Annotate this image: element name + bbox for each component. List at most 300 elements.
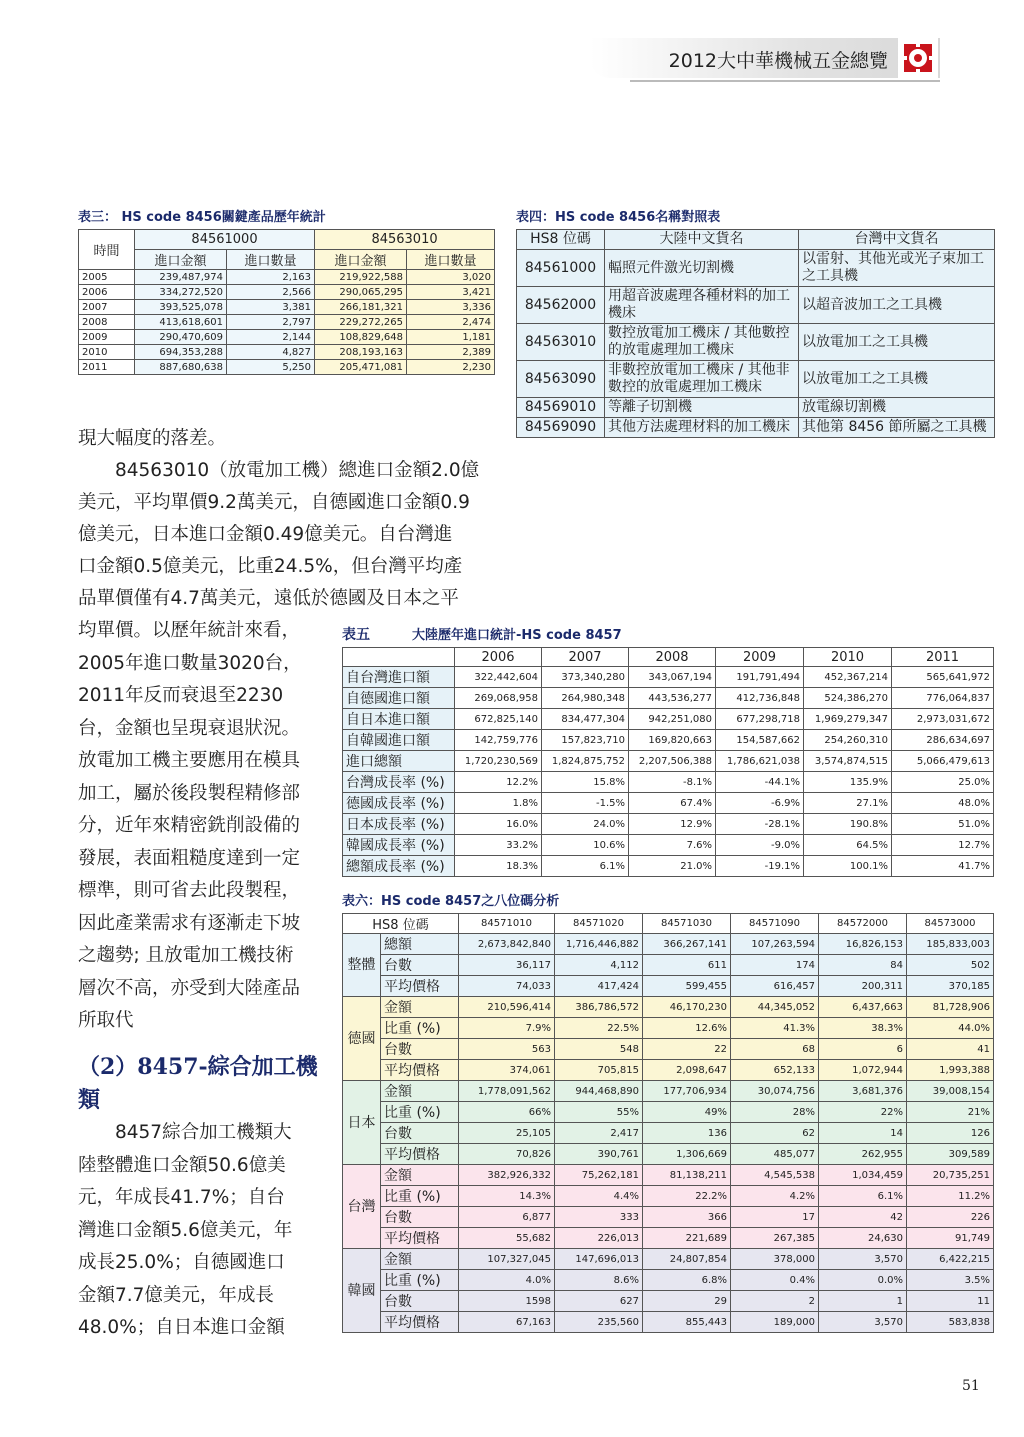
table5-cell: 412,736,848 [716, 688, 804, 709]
table6-cell: 14.3% [459, 1186, 555, 1207]
table6-cell: 3,570 [819, 1249, 907, 1270]
table5-cell: 41.7% [892, 856, 994, 877]
table5-cell: 373,340,280 [542, 667, 629, 688]
table5-cell: 834,477,304 [542, 709, 629, 730]
table6-cell: 0.0% [819, 1270, 907, 1291]
table-row [343, 955, 994, 976]
table6-cell: 67,163 [459, 1312, 555, 1333]
table3-cell: 5,250 [227, 360, 315, 375]
table6-row-label: 金額 [381, 1249, 459, 1270]
table6-cell: 652,133 [731, 1060, 819, 1081]
table4-caption: 表四：HS code 8456名稱對照表 [516, 210, 721, 225]
table6-code: 84571010 [459, 914, 555, 934]
table6-cell: 44,345,052 [731, 997, 819, 1018]
table3-year: 2006 [79, 285, 135, 300]
table5-cell: 12.7% [892, 835, 994, 856]
table6-cell: 74,033 [459, 976, 555, 997]
table6-cell: 62 [731, 1123, 819, 1144]
body-line: 品單價僅有4.7萬美元，遠低於德國及日本之平 [78, 588, 459, 609]
table-row [343, 1144, 994, 1165]
table6-cell: 28% [731, 1102, 819, 1123]
table6-cell: 22.5% [555, 1018, 643, 1039]
table6-cell: 126 [907, 1123, 994, 1144]
table6-cell: 382,926,332 [459, 1165, 555, 1186]
table6-cell: 4.0% [459, 1270, 555, 1291]
table5-row-label: 自韓國進口額 [343, 730, 455, 751]
table-row [343, 1186, 994, 1207]
table6-cell: 374,061 [459, 1060, 555, 1081]
table5-cell: 64.5% [804, 835, 892, 856]
section-heading-cont: 類 [78, 1087, 101, 1113]
table6-row-label: 總額 [381, 934, 459, 955]
table6-cell: 41 [907, 1039, 994, 1060]
table6-group-label: 日本 [343, 1081, 381, 1165]
table6-cell: 1,778,091,562 [459, 1081, 555, 1102]
table6-cell: 25,105 [459, 1123, 555, 1144]
table6-cell: 6.1% [819, 1186, 907, 1207]
table5-cell: -44.1% [716, 772, 804, 793]
table6-cell: 944,468,890 [555, 1081, 643, 1102]
table3-cell: 887,680,638 [135, 360, 227, 375]
table5-year: 2009 [716, 648, 804, 667]
table5-cell: 942,251,080 [629, 709, 716, 730]
table5-cell: 286,634,697 [892, 730, 994, 751]
table6-cell: 7.9% [459, 1018, 555, 1039]
body-line: 加工，屬於後段製程精修部 [78, 782, 301, 804]
table6-cell: 22 [643, 1039, 731, 1060]
table6-cell: 12.6% [643, 1018, 731, 1039]
table6-cell: 44.0% [907, 1018, 994, 1039]
table5-year: 2007 [542, 648, 629, 667]
table6-cell: 75,262,181 [555, 1165, 643, 1186]
table5-cell: 3,574,874,515 [804, 751, 892, 772]
table5-cell: 190.8% [804, 814, 892, 835]
table6-cell: 627 [555, 1291, 643, 1312]
table5-cell: 1,720,230,569 [455, 751, 542, 772]
table-row [343, 772, 994, 793]
table-row [343, 1207, 994, 1228]
section-heading: （2）8457-綜合加工機 [78, 1054, 318, 1080]
table5-cell: 21.0% [629, 856, 716, 877]
body-line: 2011年反而衰退至2230 [78, 685, 284, 706]
table6-cell: 24,807,854 [643, 1249, 731, 1270]
table6-cell: 4.4% [555, 1186, 643, 1207]
table5-cell: -9.0% [716, 835, 804, 856]
table6-cell: 2,673,842,840 [459, 934, 555, 955]
table6-cell: 200,311 [819, 976, 907, 997]
table5-cell: 322,442,604 [455, 667, 542, 688]
table6-cell: 4.2% [731, 1186, 819, 1207]
table-row [343, 856, 994, 877]
table6-group-label: 德國 [343, 997, 381, 1081]
table-row [517, 361, 995, 398]
table-row [343, 751, 994, 772]
table6-cell: 3,681,376 [819, 1081, 907, 1102]
table-row [517, 250, 995, 287]
body-line: 84563010（放電加工機）總進口金額2.0億 [78, 460, 480, 481]
table6-cell: 583,838 [907, 1312, 994, 1333]
table5-caption-title: 大陸歷年進口統計-HS code 8457 [412, 628, 622, 643]
body-line: 2005年進口數量3020台， [78, 652, 302, 674]
table5-row-label: 進口總額 [343, 751, 455, 772]
table5-cell: 7.6% [629, 835, 716, 856]
table-row [343, 1102, 994, 1123]
table-row [79, 285, 495, 300]
table5-cell: 1,969,279,347 [804, 709, 892, 730]
table6-cell: 3.5% [907, 1270, 994, 1291]
table4-name: 以放電加工之工具機 [799, 324, 995, 361]
table6-cell: 563 [459, 1039, 555, 1060]
table3-year: 2007 [79, 300, 135, 315]
table6-cell: 41.3% [731, 1018, 819, 1039]
table6-cell: 417,424 [555, 976, 643, 997]
table4-name: 以超音波加工之工具機 [799, 287, 995, 324]
table3-subheader: 進口金額 [315, 250, 407, 270]
body-line: 48.0%；自日本進口金額 [78, 1317, 285, 1338]
table3-cell: 2,230 [407, 360, 495, 375]
body-line: 所取代 [78, 1010, 134, 1031]
table3-cell: 239,487,974 [135, 270, 227, 285]
table5-corner [343, 648, 455, 667]
table6-cell: 1 [819, 1291, 907, 1312]
table5-cell: 6.1% [542, 856, 629, 877]
table5-cell: 672,825,140 [455, 709, 542, 730]
table5-row-label: 自台灣進口額 [343, 667, 455, 688]
table5-cell: 51.0% [892, 814, 994, 835]
table3-cell: 219,922,588 [315, 270, 407, 285]
body-line: 成長25.0%；自德國進口 [78, 1252, 285, 1273]
body-line: 因此產業需求有逐漸走下坡 [78, 912, 301, 934]
table6-cell: 855,443 [643, 1312, 731, 1333]
table3-subheader: 進口數量 [227, 250, 315, 270]
table6-row-label: 平均價格 [381, 1060, 459, 1081]
table-row [343, 1060, 994, 1081]
table5-cell: 12.9% [629, 814, 716, 835]
table6-cell: 81,728,906 [907, 997, 994, 1018]
body-line: 現大幅度的落差。 [78, 428, 227, 449]
table5-cell: 135.9% [804, 772, 892, 793]
table5-cell: 169,820,663 [629, 730, 716, 751]
table3-cell: 2,389 [407, 345, 495, 360]
table-row [343, 709, 994, 730]
table3-year: 2010 [79, 345, 135, 360]
table6-row-label: 金額 [381, 1081, 459, 1102]
table4-code: 84561000 [517, 250, 605, 287]
table5-cell: 2,207,506,388 [629, 751, 716, 772]
body-line: 發展，表面粗糙度達到一定 [78, 847, 301, 869]
table4-code: 84569010 [517, 398, 605, 418]
table6-cell: 366 [643, 1207, 731, 1228]
page-number: 51 [962, 1378, 980, 1394]
table5-cell: 677,298,718 [716, 709, 804, 730]
table5-cell: 2,973,031,672 [892, 709, 994, 730]
table6-cell: 210,596,414 [459, 997, 555, 1018]
table3-year: 2008 [79, 315, 135, 330]
table6-cell: 91,749 [907, 1228, 994, 1249]
table6-cell: 6,422,215 [907, 1249, 994, 1270]
table3-code: 84561000 [135, 230, 315, 250]
table-row [517, 287, 995, 324]
table-row [343, 793, 994, 814]
table6-row-label: 台數 [381, 1291, 459, 1312]
table-row [343, 934, 994, 955]
table6-cell: 20,735,251 [907, 1165, 994, 1186]
table6-row-label: 平均價格 [381, 1312, 459, 1333]
table4-name: 等離子切割機 [605, 398, 799, 418]
table6-cell: 42 [819, 1207, 907, 1228]
table5-cell: 776,064,837 [892, 688, 994, 709]
table6-cell: 705,815 [555, 1060, 643, 1081]
table6-cell: 611 [643, 955, 731, 976]
table3-cell: 3,421 [407, 285, 495, 300]
table3-cell: 229,272,265 [315, 315, 407, 330]
table5-row-label: 總額成長率 (%) [343, 856, 455, 877]
table5-cell: 157,823,710 [542, 730, 629, 751]
table5-header-row [343, 648, 994, 667]
table3-caption: 表三： HS code 8456關鍵產品歷年統計 [78, 210, 326, 225]
table-row [343, 1123, 994, 1144]
table5-cell: 154,587,662 [716, 730, 804, 751]
table6-cell: 235,560 [555, 1312, 643, 1333]
table6-cell: 502 [907, 955, 994, 976]
table6-cell: 8.6% [555, 1270, 643, 1291]
table6-cell: 16,826,153 [819, 934, 907, 955]
table-row [343, 1165, 994, 1186]
table3-cell: 266,181,321 [315, 300, 407, 315]
table4-name: 其他第 8456 節所屬之工具機 [799, 418, 995, 438]
table5-cell: -28.1% [716, 814, 804, 835]
table6-header-row [343, 914, 994, 934]
table5-cell: 524,386,270 [804, 688, 892, 709]
table3-cell: 2,144 [227, 330, 315, 345]
table6-cell: 378,000 [731, 1249, 819, 1270]
table3-corner: 時間 [79, 230, 135, 270]
table5-cell: -6.9% [716, 793, 804, 814]
table4-code: 84562000 [517, 287, 605, 324]
table-row [343, 1039, 994, 1060]
table-row [79, 300, 495, 315]
table3-subheader: 進口金額 [135, 250, 227, 270]
table6-cell: 22.2% [643, 1186, 731, 1207]
table6-cell: 185,833,003 [907, 934, 994, 955]
table6-cell: 24,630 [819, 1228, 907, 1249]
body-line: 金額7.7億美元，年成長 [78, 1284, 274, 1306]
body-line: 8457綜合加工機類大 [78, 1122, 292, 1143]
table6-cell: 2,417 [555, 1123, 643, 1144]
table5-cell: 452,367,214 [804, 667, 892, 688]
table5-row-label: 自德國進口額 [343, 688, 455, 709]
table6-cell: 4,112 [555, 955, 643, 976]
table6-cell: 6 [819, 1039, 907, 1060]
table5-cell: -8.1% [629, 772, 716, 793]
table-row [343, 1312, 994, 1333]
table5-caption-label: 表五 [342, 627, 370, 643]
body-line: 陸整體進口金額50.6億美 [78, 1154, 286, 1176]
table5-cell: 142,759,776 [455, 730, 542, 751]
table5-cell: 24.0% [542, 814, 629, 835]
table6-cell: 68 [731, 1039, 819, 1060]
table-row [79, 270, 495, 285]
table6-cell: 1,072,944 [819, 1060, 907, 1081]
table5-cell: -19.1% [716, 856, 804, 877]
table6-cell: 189,000 [731, 1312, 819, 1333]
table6-cell: 66% [459, 1102, 555, 1123]
table5-row-label: 台灣成長率 (%) [343, 772, 455, 793]
table6-cell: 55% [555, 1102, 643, 1123]
table3-cell: 2,797 [227, 315, 315, 330]
table-row [343, 1249, 994, 1270]
table5-cell: 191,791,494 [716, 667, 804, 688]
body-line: 層次不高，亦受到大陸產品 [78, 977, 301, 999]
table6-cell: 6.8% [643, 1270, 731, 1291]
table5-cell: 343,067,194 [629, 667, 716, 688]
body-line: 口金額0.5億美元，比重24.5%，但台灣平均產 [78, 556, 463, 577]
table5-year: 2011 [892, 648, 994, 667]
table5-cell: 16.0% [455, 814, 542, 835]
table6-cell: 36,117 [459, 955, 555, 976]
table6-cell: 49% [643, 1102, 731, 1123]
table3-year: 2011 [79, 360, 135, 375]
table3-cell: 290,065,295 [315, 285, 407, 300]
table6-cell: 6,877 [459, 1207, 555, 1228]
table6-row-label: 比重 (%) [381, 1270, 459, 1291]
table6-cell: 70,826 [459, 1144, 555, 1165]
table6-cell: 1,306,669 [643, 1144, 731, 1165]
header-title: 2012大中華機械五金總覽 [668, 50, 888, 72]
table6-cell: 177,706,934 [643, 1081, 731, 1102]
table3-cell: 413,618,601 [135, 315, 227, 330]
table6-row-label: 平均價格 [381, 976, 459, 997]
table6-cell: 370,185 [907, 976, 994, 997]
table5-cell: 269,068,958 [455, 688, 542, 709]
table6-cell: 39,008,154 [907, 1081, 994, 1102]
table6-group-label: 整體 [343, 934, 381, 997]
table5-year: 2008 [629, 648, 716, 667]
table3-cell: 1,181 [407, 330, 495, 345]
table6-row-label: 金額 [381, 997, 459, 1018]
table3 [78, 229, 495, 375]
table5-cell: 12.2% [455, 772, 542, 793]
table5-row-label: 韓國成長率 (%) [343, 835, 455, 856]
table3-cell: 334,272,520 [135, 285, 227, 300]
table5-row-label: 自日本進口額 [343, 709, 455, 730]
table5-body [343, 648, 994, 877]
table4-code: 84563010 [517, 324, 605, 361]
table6-cell: 174 [731, 955, 819, 976]
table5-cell: 1,824,875,752 [542, 751, 629, 772]
table4-name: 以雷射、其他光或光子束加工之工具機 [799, 250, 995, 287]
table3-year: 2005 [79, 270, 135, 285]
table6-cell: 22% [819, 1102, 907, 1123]
table5-cell: 254,260,310 [804, 730, 892, 751]
table-row [343, 976, 994, 997]
table6 [342, 913, 994, 1333]
table6-group-label: 韓國 [343, 1249, 381, 1333]
table6-code: 84573000 [907, 914, 994, 934]
table6-cell: 309,589 [907, 1144, 994, 1165]
table6-cell: 147,696,013 [555, 1249, 643, 1270]
body-line: 美元，平均單價9.2萬美元，自德國進口金額0.9 [78, 492, 470, 513]
table3-cell: 290,470,609 [135, 330, 227, 345]
table-row [343, 730, 994, 751]
table4-name: 用超音波處理各種材料的加工機床 [605, 287, 799, 324]
table6-caption: 表六：HS code 8457之八位碼分析 [342, 894, 560, 909]
table6-cell: 6,437,663 [819, 997, 907, 1018]
table3-cell: 2,163 [227, 270, 315, 285]
table5-cell: 27.1% [804, 793, 892, 814]
table-row [343, 1291, 994, 1312]
table6-cell: 485,077 [731, 1144, 819, 1165]
body-line: 之趨勢; 且放電加工機技術 [78, 945, 294, 966]
table4-name: 其他方法處理材料的加工機床 [605, 418, 799, 438]
table4 [516, 229, 995, 438]
table-row [343, 688, 994, 709]
table4-header: 大陸中文貨名 [605, 230, 799, 250]
table5-cell: 48.0% [892, 793, 994, 814]
table6-cell: 14 [819, 1123, 907, 1144]
table3-cell: 393,525,078 [135, 300, 227, 315]
table-row [79, 345, 495, 360]
gear-logo-icon [898, 38, 938, 78]
body-line: 元，年成長41.7%；自台 [78, 1187, 285, 1208]
table6-cell: 390,761 [555, 1144, 643, 1165]
table6-cell: 4,545,538 [731, 1165, 819, 1186]
table3-cell: 3,336 [407, 300, 495, 315]
table6-cell: 29 [643, 1291, 731, 1312]
table6-cell: 1,034,459 [819, 1165, 907, 1186]
table6-group-label: 台灣 [343, 1165, 381, 1249]
table6-cell: 599,455 [643, 976, 731, 997]
table6-cell: 386,786,572 [555, 997, 643, 1018]
table6-cell: 1598 [459, 1291, 555, 1312]
body-line: 分，近年來精密銑削設備的 [78, 815, 301, 836]
body-line: 台，金額也呈現衰退狀況。 [78, 717, 301, 739]
table-row [517, 324, 995, 361]
table-row [517, 398, 995, 418]
table5-cell: 5,066,479,613 [892, 751, 994, 772]
body-line: 億美元，日本進口金額0.49億美元。自台灣進 [78, 524, 453, 545]
table5-cell: 15.8% [542, 772, 629, 793]
body-line: 放電加工機主要應用在模具 [78, 750, 301, 771]
table5-cell: 264,980,348 [542, 688, 629, 709]
table5-cell: 25.0% [892, 772, 994, 793]
table6-cell: 366,267,141 [643, 934, 731, 955]
table5-cell: 443,536,277 [629, 688, 716, 709]
table-row [343, 1018, 994, 1039]
table5 [342, 647, 994, 877]
table6-cell: 333 [555, 1207, 643, 1228]
table6-row-label: 台數 [381, 1123, 459, 1144]
table6-row-label: 金額 [381, 1165, 459, 1186]
table6-cell: 548 [555, 1039, 643, 1060]
table3-code: 84563010 [315, 230, 495, 250]
table6-cell: 616,457 [731, 976, 819, 997]
table6-cell: 136 [643, 1123, 731, 1144]
table6-cell: 267,385 [731, 1228, 819, 1249]
table5-cell: 18.3% [455, 856, 542, 877]
table4-name: 非數控放電加工機床 / 其他非數控的放電處理加工機床 [605, 361, 799, 398]
table6-row-label: 平均價格 [381, 1144, 459, 1165]
table5-cell: 100.1% [804, 856, 892, 877]
table4-code: 84569090 [517, 418, 605, 438]
table5-cell: 67.4% [629, 793, 716, 814]
table6-code: 84571030 [643, 914, 731, 934]
table6-cell: 107,327,045 [459, 1249, 555, 1270]
body-line: 灣進口金額5.6億美元，年 [78, 1219, 293, 1241]
table-row [343, 814, 994, 835]
table6-cell: 11 [907, 1291, 994, 1312]
table3-cell: 3,020 [407, 270, 495, 285]
